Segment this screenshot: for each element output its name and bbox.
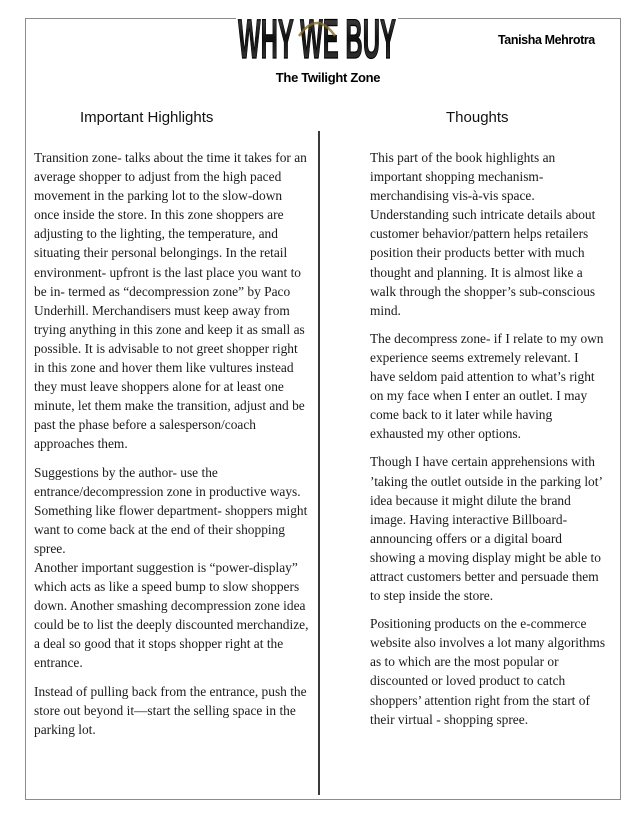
column-divider [318,131,320,795]
highlights-paragraph: Transition zone- talks about the time it takes for an average shopper to adjust from the high paced movement in the parking lot to the slow-down once inside the store. In this zone shoppers are adjusting to the lighting, the temperature, and situating their personal belongings. In the retail environment- upfront is the last place you want to be in- termed as “decompression zone” by Paco Underhill. Merchandisers must keep away from trying anything in this zone and keep it as small as possible. It is advisable to not greet shopper right in this zone and hover them like vultures instead they must leave shoppers alone for at least one minute, let them make the transition, adjust and be past the phase before a salesperson/coach approaches them. [34,150,307,452]
author-name: Tanisha Mehrotra [498,33,595,47]
highlights-heading: Important Highlights [80,109,214,126]
page-title: The Twilight Zone [275,70,381,85]
thoughts-paragraph: The decompress zone- if I relate to my own experience seems extremely relevant. I have seldom paid attention to what’s right on my face when I enter an outlet. I may come back to it later while having exhausted my other options. [370,330,604,442]
thoughts-column [370,148,606,738]
thoughts-heading: Thoughts [446,109,509,126]
highlights-paragraph: Instead of pulling back from the entrance, push the store out beyond it—start the selling space in the parking lot. [34,683,307,737]
highlights-paragraph: Suggestions by the author- use the entrance/decompression zone in productive ways. Something like flower department- shoppers might want to come back at the end of their shopping spree. Another important suggestion is “power-display” which acts as like a speed bump to slow shoppers down. Another smashing decompression zone idea could be to list the deeply discounted merchandize, a deal so good that it stops shopper right at the entrance. [34,464,309,671]
logo-text: WHY WE BUY [238,7,396,68]
thoughts-paragraph: Though I have certain apprehensions with ’taking the outlet outside in the parking lot’ idea because it might dilute the brand image. Having interactive Billboard- announcing offers or a digital board showing a moving display might be able to attract customers better and persuade them to step inside the store. [370,454,602,604]
thoughts-paragraph: Positioning products on the e-commerce website also involves a lot many algorithms as to which are the most popular or discounted or loved product to catch shoppers’ attention right from the start of their virtual - shopping spree. [370,616,606,727]
highlights-column [34,148,310,748]
thoughts-paragraph: This part of the book highlights an important shopping mechanism- merchandising vis-à-vis space. Understanding such intricate details about customer behavior/pattern helps retailers position their products better with much thought and planning. It is almost like a walk through the shopper’s sub-conscious mind. [370,150,596,318]
why-we-buy-logo [236,6,398,68]
